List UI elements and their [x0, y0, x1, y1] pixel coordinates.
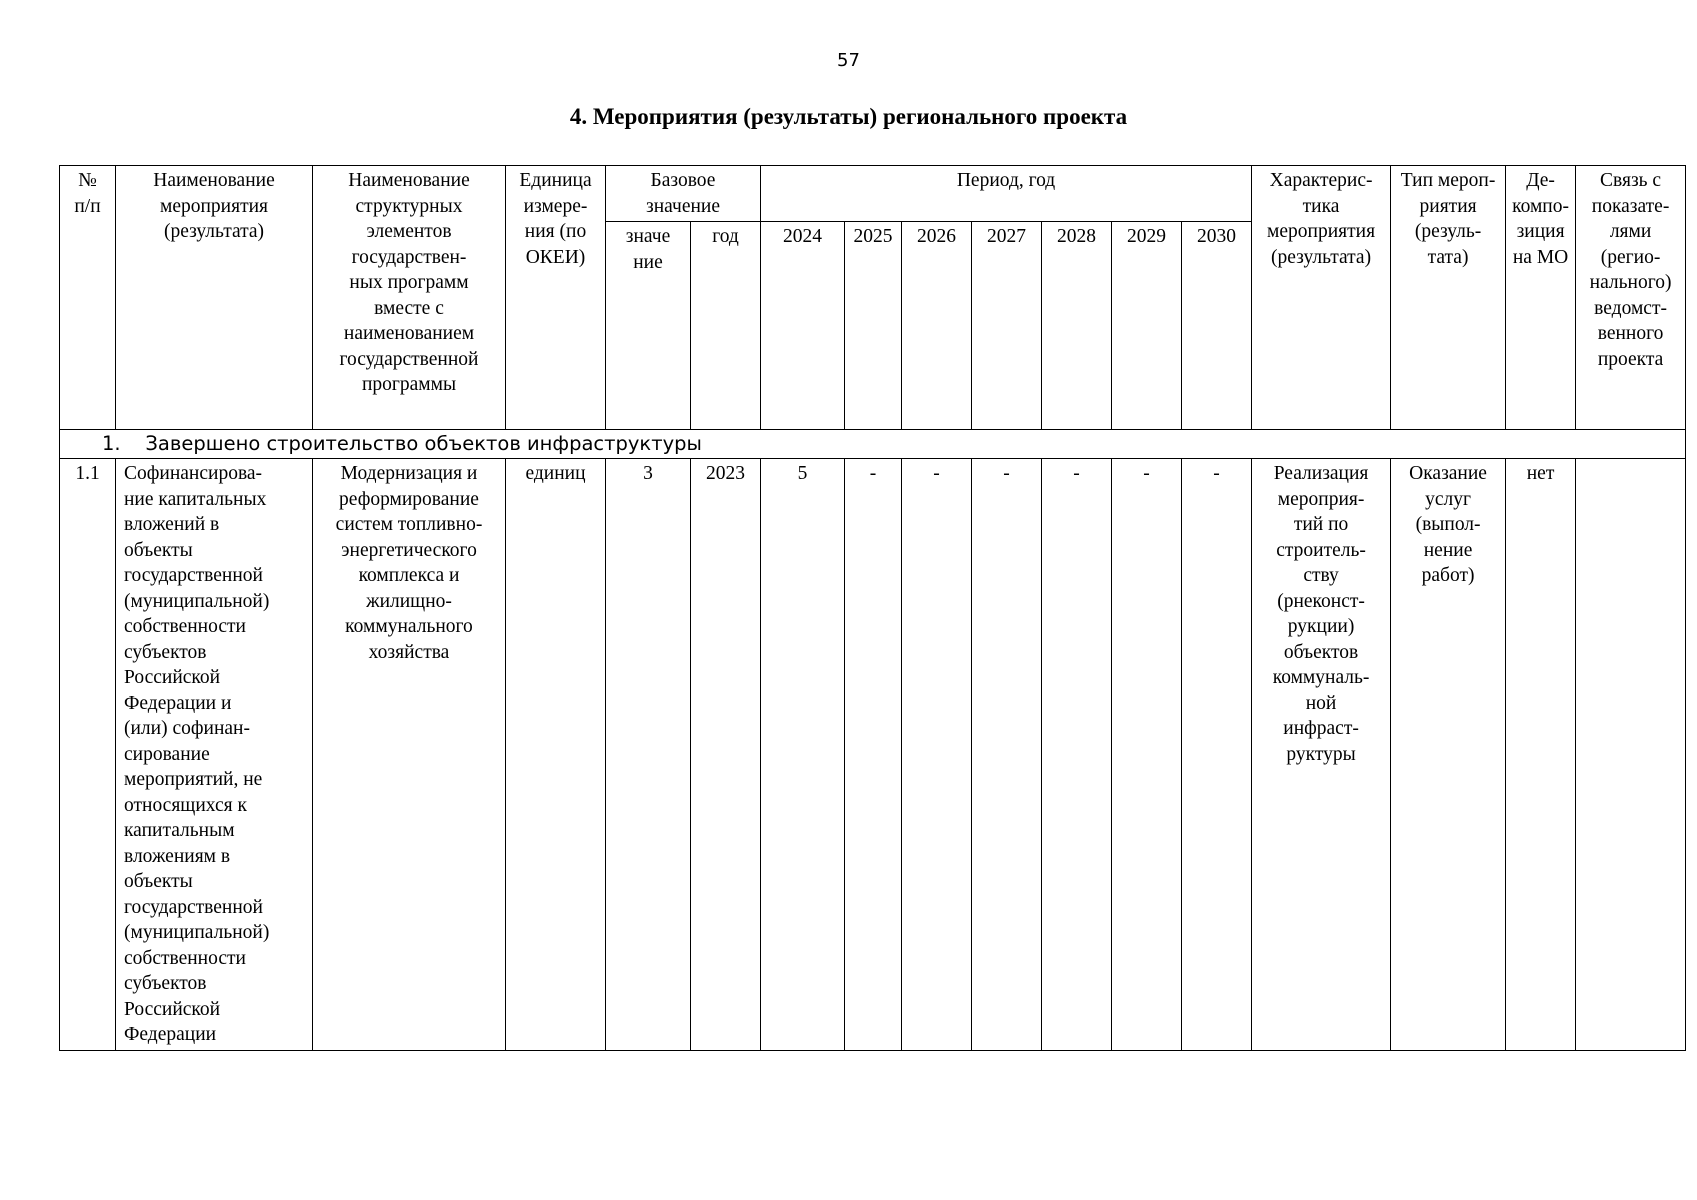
- text-line: тика: [1302, 195, 1340, 217]
- text-line: мероприя-: [1277, 488, 1365, 510]
- projects-table: [59, 165, 1686, 1051]
- header-year: 2029: [1112, 222, 1182, 430]
- header-unit: [506, 166, 606, 430]
- row-year-value: -: [1182, 459, 1252, 1051]
- text-line: (регио-: [1600, 246, 1661, 268]
- row-decomposition: нет: [1506, 459, 1576, 1051]
- text-line: реформирование: [339, 488, 479, 510]
- text-line: зиция: [1516, 221, 1565, 242]
- text-line: государственной: [124, 565, 263, 586]
- text-line: услуг: [1425, 488, 1471, 510]
- text-line: вложениям в: [124, 845, 231, 867]
- text-line: Характерис-: [1269, 170, 1373, 191]
- text-line: структурных: [355, 195, 463, 217]
- text-line: Федерации и: [124, 692, 232, 714]
- page-number: 57: [837, 50, 860, 71]
- row-name: [116, 459, 313, 1051]
- header-year: 2026: [902, 222, 972, 430]
- row-year-value: -: [845, 459, 902, 1051]
- text-line: Тип мероп-: [1400, 170, 1496, 191]
- row-link: [1576, 459, 1686, 1051]
- row-year-value: -: [1112, 459, 1182, 1051]
- text-line: измере-: [523, 195, 588, 217]
- text-line: (муниципальной): [124, 590, 270, 612]
- text-line: Софинансирова-: [124, 463, 263, 484]
- section-title: [60, 430, 1686, 459]
- header-base-value: [606, 222, 691, 430]
- section-label: Завершено строительство объектов инфраструктуры: [145, 432, 702, 455]
- header-year: 2027: [972, 222, 1042, 430]
- row-year-value: -: [972, 459, 1042, 1051]
- text-line: сирование: [124, 743, 210, 765]
- row-structural: [313, 459, 506, 1051]
- text-line: государствен-: [351, 246, 467, 268]
- text-line: коммунального: [345, 616, 473, 637]
- text-line: значение: [646, 195, 721, 217]
- text-line: проекта: [1597, 348, 1664, 370]
- text-line: риятия: [1419, 195, 1477, 217]
- text-line: руктуры: [1286, 743, 1356, 765]
- text-line: п/п: [74, 195, 101, 217]
- text-line: Модернизация и: [340, 463, 478, 484]
- row-type: [1391, 459, 1506, 1051]
- text-line: (результата): [163, 221, 265, 242]
- text-line: ных программ: [349, 272, 469, 293]
- text-line: Российской: [124, 998, 221, 1020]
- text-line: Оказание: [1409, 463, 1487, 484]
- text-line: (рнеконст-: [1277, 590, 1365, 612]
- text-line: (резуль-: [1414, 221, 1482, 242]
- text-line: (муниципальной): [124, 922, 270, 943]
- text-line: комплекса и: [358, 565, 460, 586]
- header-base: [606, 166, 761, 222]
- text-line: субъектов: [124, 973, 207, 994]
- text-line: вместе с: [374, 297, 444, 319]
- text-line: Реализация: [1273, 463, 1369, 484]
- text-line: строитель-: [1276, 539, 1366, 561]
- page-title: 4. Мероприятия (результаты) регионального проекта: [569, 104, 1128, 129]
- header-characteristic: [1252, 166, 1391, 430]
- text-line: объекты: [124, 539, 193, 561]
- row-year-value: -: [1042, 459, 1112, 1051]
- text-line: собственности: [124, 616, 246, 637]
- text-line: объектов: [1283, 641, 1359, 663]
- text-line: нального): [1589, 272, 1672, 293]
- row-base-year: 2023: [691, 459, 761, 1051]
- header-year: 2024: [761, 222, 845, 430]
- section-row: [60, 430, 1686, 459]
- text-line: (или) софинан-: [124, 718, 250, 739]
- text-line: Наименование: [153, 170, 275, 191]
- text-line: Единица: [519, 170, 592, 191]
- text-line: показате-: [1591, 195, 1670, 217]
- text-line: ству: [1303, 565, 1339, 586]
- text-line: работ): [1421, 565, 1475, 586]
- text-line: Базовое: [650, 170, 716, 191]
- text-line: Российской: [124, 667, 221, 688]
- text-line: ния (по: [524, 221, 587, 242]
- row-unit: единиц: [506, 459, 606, 1051]
- text-line: ние капитальных: [124, 488, 267, 510]
- text-line: жилищно-: [366, 590, 452, 612]
- text-line: значе: [625, 226, 671, 247]
- text-line: Федерации: [124, 1024, 217, 1045]
- text-line: мероприятий, не: [124, 769, 263, 790]
- text-line: мероприятия: [159, 195, 268, 217]
- text-line: лями: [1609, 221, 1652, 242]
- text-line: объекты: [124, 871, 193, 892]
- text-line: наименованием: [343, 323, 475, 344]
- text-line: государственной: [339, 348, 479, 370]
- text-line: мероприятия: [1267, 221, 1376, 242]
- text-line: относящихся к: [124, 794, 247, 816]
- text-line: систем топливно-: [335, 514, 483, 535]
- text-line: ведомст-: [1594, 297, 1667, 319]
- header-period: Период, год: [761, 166, 1252, 222]
- header-year: 2030: [1182, 222, 1252, 430]
- text-line: №: [78, 170, 97, 191]
- text-line: энергетического: [341, 539, 477, 561]
- row-year-value: -: [902, 459, 972, 1051]
- header-num: [60, 166, 116, 430]
- text-line: вложений в: [124, 514, 220, 535]
- text-line: ной: [1305, 692, 1337, 714]
- header-type: [1391, 166, 1506, 430]
- text-line: государственной: [124, 896, 263, 918]
- row-year-value: 5: [761, 459, 845, 1051]
- text-line: Связь с: [1600, 170, 1662, 191]
- text-line: компо-: [1512, 195, 1569, 217]
- text-line: хозяйства: [368, 641, 450, 663]
- text-line: Де-: [1526, 170, 1555, 191]
- header-decomposition: [1506, 166, 1576, 430]
- row-num: 1.1: [60, 459, 116, 1051]
- text-line: нение: [1423, 539, 1473, 561]
- text-line: Наименование: [348, 170, 470, 191]
- header-row: [60, 166, 1686, 222]
- text-line: ние: [633, 251, 663, 273]
- text-line: инфраст-: [1283, 718, 1359, 739]
- section-number: 1.: [102, 432, 121, 455]
- table-row: [60, 459, 1686, 1051]
- text-line: венного: [1597, 323, 1664, 344]
- header-year: 2028: [1042, 222, 1112, 430]
- header-name: [116, 166, 313, 430]
- header-link: [1576, 166, 1686, 430]
- text-line: рукции): [1287, 616, 1355, 637]
- text-line: коммуналь-: [1272, 667, 1370, 688]
- text-line: элементов: [366, 221, 452, 242]
- text-line: (результата): [1271, 246, 1372, 268]
- header-year: 2025: [845, 222, 902, 430]
- header-base-year: год: [691, 222, 761, 430]
- row-base-value: 3: [606, 459, 691, 1051]
- text-line: программы: [361, 374, 457, 395]
- text-line: субъектов: [124, 641, 207, 663]
- header-structural: [313, 166, 506, 430]
- text-line: собственности: [124, 947, 246, 969]
- text-line: тий по: [1293, 514, 1349, 535]
- row-characteristic: [1252, 459, 1391, 1051]
- text-line: тата): [1427, 246, 1469, 268]
- text-line: на МО: [1512, 246, 1569, 268]
- text-line: ОКЕИ): [525, 246, 586, 268]
- text-line: (выпол-: [1415, 514, 1481, 535]
- text-line: капитальным: [124, 820, 235, 841]
